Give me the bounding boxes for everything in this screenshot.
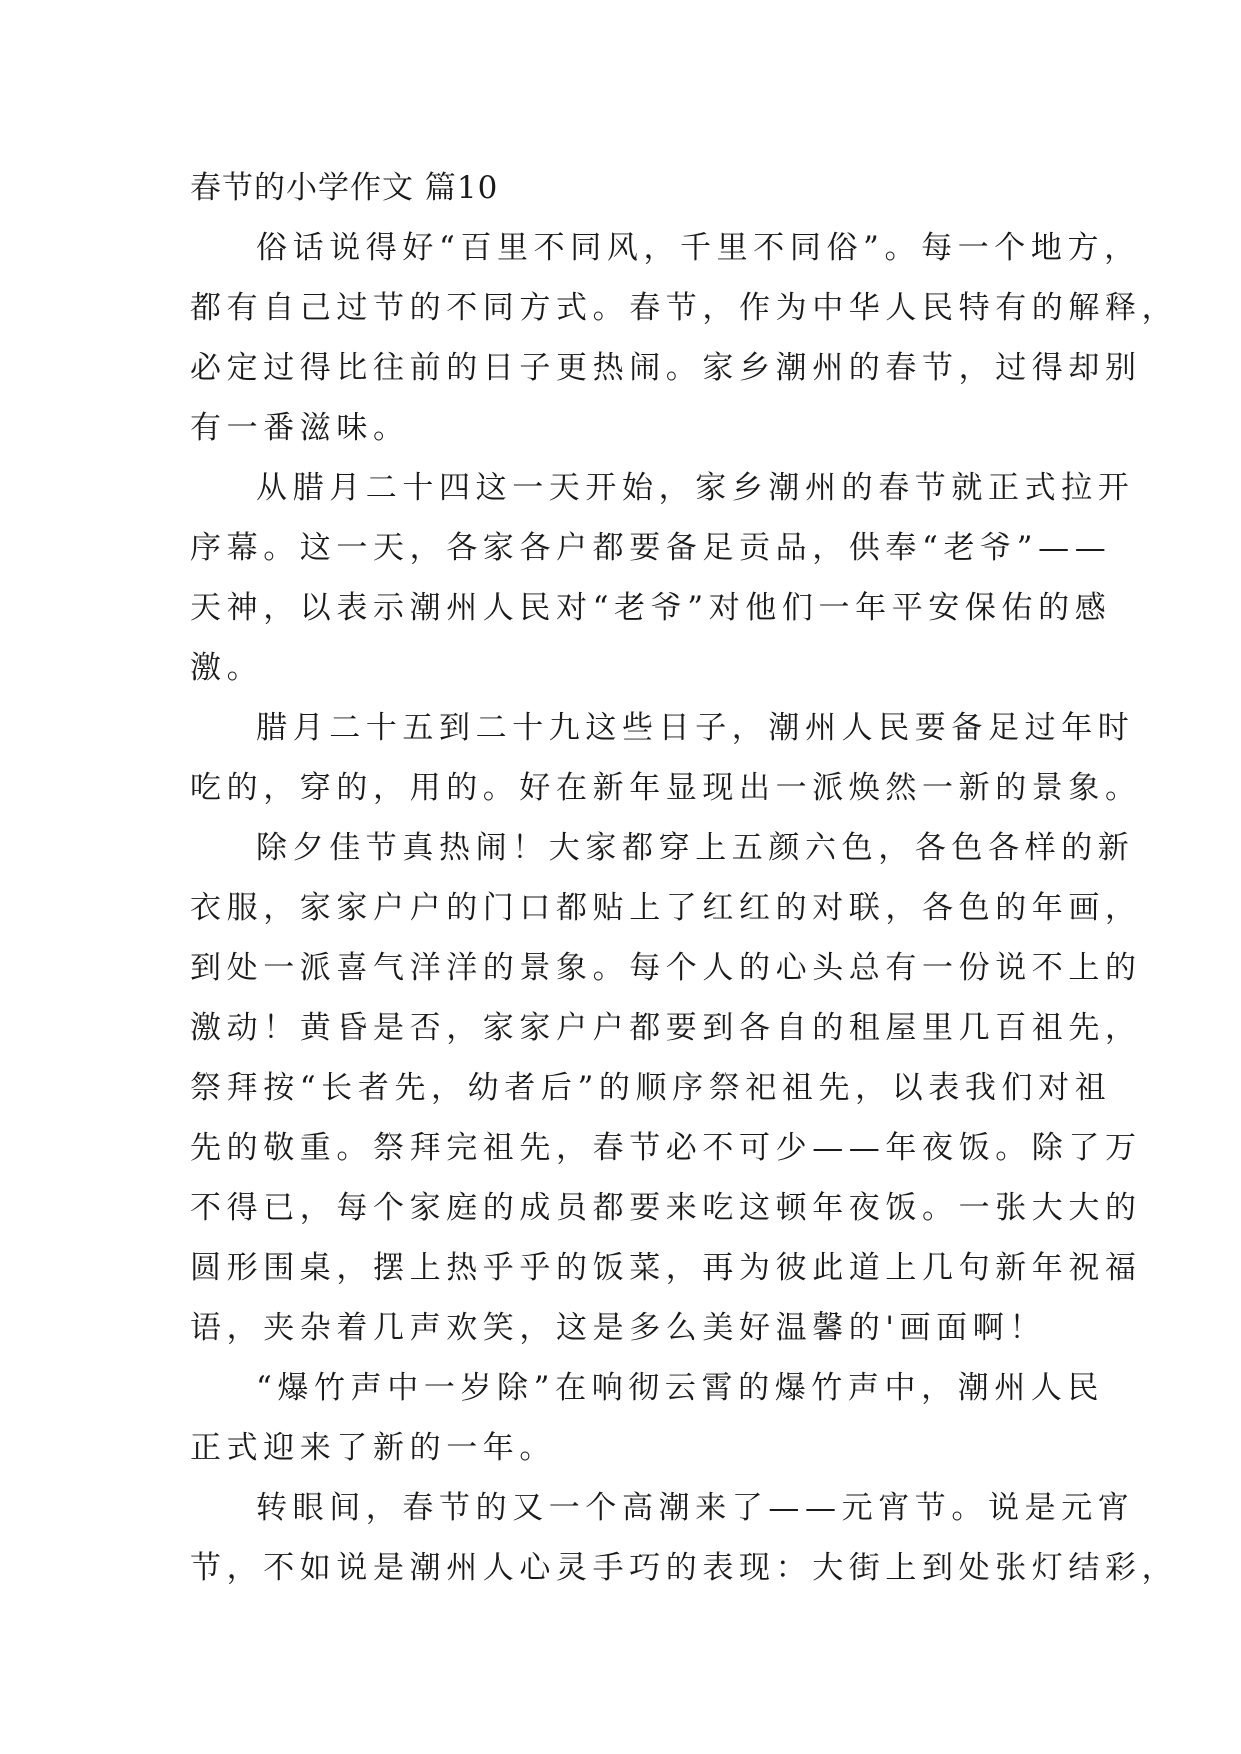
text-line: 激动！黄昏是否，家家户户都要到各自的租屋里几百祖先，: [190, 1010, 1142, 1046]
document-title: 春节的小学作文 篇10: [190, 170, 499, 206]
text-line: 吃的，穿的，用的。好在新年显现出一派焕然一新的景象。: [190, 770, 1142, 806]
text-line: 从腊月二十四这一天开始，家乡潮州的春节就正式拉开: [256, 470, 1135, 506]
document-body: [190, 158, 1179, 1598]
text-line: 俗话说得好“百里不同风，千里不同俗”。每一个地方，: [256, 230, 1141, 266]
text-line: 激。: [190, 650, 264, 686]
text-line: “爆竹声中一岁除”在响彻云霄的爆竹声中，潮州人民: [256, 1370, 1105, 1406]
text-line: 序幕。这一天，各家各户都要备足贡品，供奉“老爷”——: [190, 530, 1112, 566]
text-line: 除夕佳节真热闹！大家都穿上五颜六色，各色各样的新: [256, 830, 1135, 866]
text-line: 天神，以表示潮州人民对“老爷”对他们一年平安保佑的感: [190, 590, 1112, 626]
text-line: 不得已，每个家庭的成员都要来吃这顿年夜饭。一张大大的: [190, 1190, 1142, 1226]
text-line: 节，不如说是潮州人心灵手巧的表现：大街上到处张灯结彩，: [190, 1550, 1179, 1586]
text-line: 正式迎来了新的一年。: [190, 1430, 556, 1466]
text-line: 腊月二十五到二十九这些日子，潮州人民要备足过年时: [256, 710, 1135, 746]
text-line: 都有自己过节的不同方式。春节，作为中华人民特有的解释，: [190, 290, 1179, 326]
text-line: 先的敬重。祭拜完祖先，春节必不可少——年夜饭。除了万: [190, 1130, 1142, 1166]
text-line: 衣服，家家户户的门口都贴上了红红的对联，各色的年画，: [190, 890, 1142, 926]
text-line: 圆形围桌，摆上热乎乎的饭菜，再为彼此道上几句新年祝福: [190, 1250, 1142, 1286]
text-line: 语，夹杂着几声欢笑，这是多么美好温馨的'画面啊！: [190, 1310, 1046, 1346]
text-line: 转眼间，春节的又一个高潮来了——元宵节。说是元宵: [256, 1490, 1135, 1526]
text-line: 有一番滋味。: [190, 410, 410, 446]
text-line: 祭拜按“长者先，幼者后”的顺序祭祀祖先，以表我们对祖: [190, 1070, 1112, 1106]
text-line: 必定过得比往前的日子更热闹。家乡潮州的春节，过得却别: [190, 350, 1142, 386]
text-line: 到处一派喜气洋洋的景象。每个人的心头总有一份说不上的: [190, 950, 1142, 986]
